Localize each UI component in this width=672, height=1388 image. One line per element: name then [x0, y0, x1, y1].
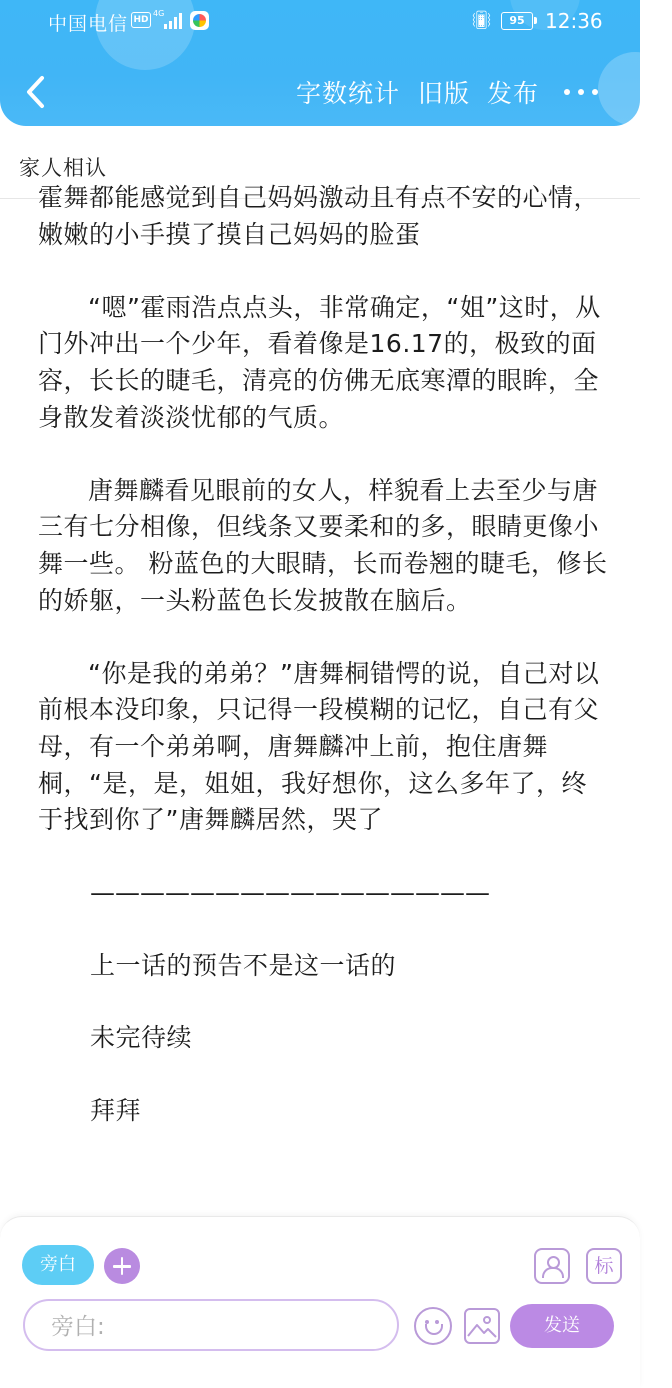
signal-icon [164, 13, 184, 29]
story-paragraph: 唐舞麟看见眼前的女人，样貌看上去至少与唐三有七分相像，但线条又要柔和的多，眼睛更像小舞一些。 粉蓝色的大眼睛，长而卷翘的睫毛，修长的娇躯，一头粉蓝色长发披散在脑后。 [38, 475, 608, 615]
word-count-button[interactable]: 字数统计 [296, 79, 401, 108]
image-icon[interactable] [464, 1308, 500, 1344]
input-panel [0, 1216, 640, 1388]
story-paragraph: “你是我的弟弟？”唐舞桐错愕的说，自己对以前根本没印象，只记得一段模糊的记忆，自己有父母，有一个弟弟啊，唐舞麟冲上前，抱住唐舞桐，“是，是，姐姐，我好想你，这么多年了，终于找到你了”唐舞麟居然，哭了 [38, 658, 600, 835]
add-role-button[interactable] [104, 1248, 140, 1284]
message-field[interactable] [23, 1299, 399, 1351]
vibrate-icon: 📳︎ [470, 10, 493, 31]
message-input[interactable] [49, 1310, 383, 1344]
header [0, 0, 640, 126]
network-type: 4G [153, 9, 165, 18]
back-arrow-icon [18, 70, 58, 114]
more-button[interactable] [561, 76, 601, 106]
app-bar [0, 56, 640, 126]
story-paragraph: “嗯”霍雨浩点点头，非常确定，“姐”这时，从门外冲出一个少年，看着像是16.17的，极致的面容，长长的睫毛，清亮的仿佛无底寒潭的眼眸，全身散发着淡淡忧郁的气质。 [38, 292, 601, 432]
emoji-icon[interactable] [414, 1307, 452, 1345]
back-button[interactable] [18, 70, 58, 114]
author-note: 上一话的预告不是这一话的 [90, 950, 397, 980]
battery-icon: 95 [501, 12, 533, 30]
send-button[interactable]: 发送 [510, 1304, 614, 1348]
status-bar [0, 0, 640, 44]
tag-button[interactable]: 标 [586, 1248, 622, 1284]
old-version-button[interactable]: 旧版 [418, 79, 471, 108]
person-icon[interactable] [534, 1248, 570, 1284]
author-note: 未完待续 [90, 1023, 193, 1053]
section-divider: ———————————————— [90, 878, 490, 908]
author-note: 拜拜 [90, 1096, 142, 1126]
clock: 12:36 [545, 9, 603, 33]
story-content-area[interactable] [0, 183, 640, 1210]
publish-button[interactable]: 发布 [487, 79, 540, 108]
hd-badge: HD [131, 12, 151, 28]
more-dots-icon [592, 89, 598, 95]
more-dots-icon [578, 89, 584, 95]
role-chip-narrator[interactable]: 旁白 [22, 1245, 94, 1285]
chapter-title[interactable]: 家人相认 [19, 156, 107, 180]
battery-tip [534, 17, 537, 24]
more-dots-icon [564, 89, 570, 95]
app-notification-icon [190, 11, 209, 30]
story-content [38, 180, 608, 1130]
story-paragraph: 霍舞都能感觉到自己妈妈激动且有点不安的心情，嫩嫩的小手摸了摸自己妈妈的脸蛋 [38, 183, 600, 249]
carrier-name: 中国电信 [48, 13, 129, 35]
